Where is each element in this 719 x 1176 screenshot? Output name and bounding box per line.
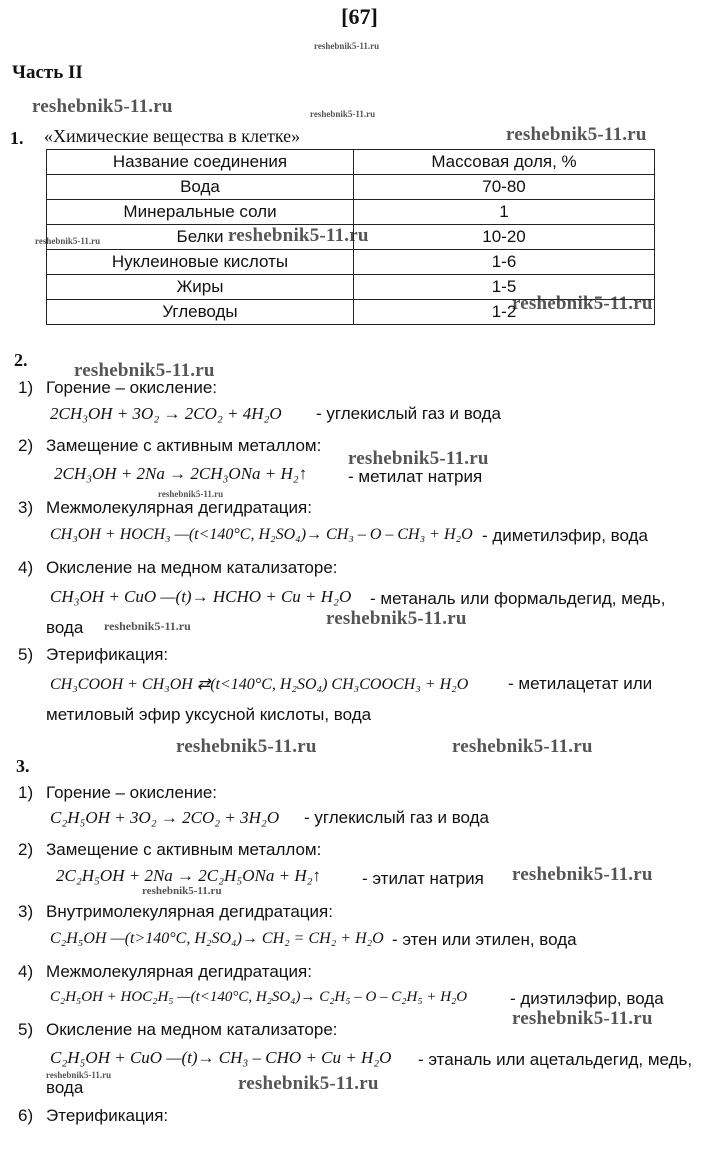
- reaction-products-cont: вода: [46, 1078, 84, 1097]
- compound-name: Углеводы: [47, 300, 354, 325]
- watermark: reshebnik5-11.ru: [228, 225, 369, 246]
- item-number: 5): [18, 1020, 34, 1039]
- table-row: [47, 275, 655, 300]
- reaction-title: Этерификация:: [46, 1106, 169, 1125]
- compound-name: Жиры: [47, 275, 354, 300]
- reaction-equation: CH₃COOH + CH₃OH ⇄(t<140°C, H₂SO₄) CH₃COOCH₃ + H₂O: [50, 676, 469, 693]
- item-number: 2): [18, 840, 34, 859]
- watermark: reshebnik5-11.ru: [46, 1070, 112, 1080]
- reaction-products-cont: метиловый эфир уксусной кислоты, вода: [46, 705, 372, 724]
- reaction-products: - метилат натрия: [348, 467, 483, 486]
- reaction-products-cont: вода: [46, 618, 84, 637]
- section-number: 1.: [10, 128, 24, 148]
- reaction-title: Этерификация:: [46, 645, 169, 664]
- part-title: Часть II: [12, 62, 83, 83]
- table-row: [47, 300, 655, 325]
- reaction-title: Замещение с активным металлом:: [46, 436, 322, 455]
- reaction-products: - углекислый газ и вода: [316, 404, 501, 423]
- watermark: reshebnik5-11.ru: [452, 736, 593, 757]
- table-header-row: [47, 150, 655, 175]
- watermark: reshebnik5-11.ru: [158, 489, 224, 499]
- reaction-equation: 2C₂H₅OH + 2Na → 2C₂H₅ONa + H₂↑: [56, 866, 322, 885]
- reaction-products: - диэтилэфир, вода: [510, 989, 664, 1008]
- watermark: reshebnik5-11.ru: [512, 1008, 653, 1029]
- reaction-title: Замещение с активным металлом:: [46, 840, 322, 859]
- compound-name: Нуклеиновые кислоты: [47, 250, 354, 275]
- reaction-equation: C₂H₅OH + HOC₂H₅ —(t<140°C, H₂SO₄)→ C₂H₅ – O – C₂H₅ + H₂O: [50, 989, 468, 1005]
- item-number: 1): [18, 378, 34, 397]
- watermark: reshebnik5-11.ru: [35, 236, 101, 246]
- item-number: 3): [18, 902, 34, 921]
- item-number: 5): [18, 645, 34, 664]
- item-number: 2): [18, 436, 34, 455]
- watermark: reshebnik5-11.ru: [314, 41, 380, 51]
- reaction-title: Окисление на медном катализаторе:: [46, 1020, 338, 1039]
- column-header: Массовая доля, %: [354, 150, 655, 175]
- compound-name: Минеральные соли: [47, 200, 354, 225]
- mass-fraction: 70-80: [354, 175, 655, 200]
- watermark: reshebnik5-11.ru: [176, 736, 317, 757]
- table-row: [47, 250, 655, 275]
- reaction-title: Межмолекулярная дегидратация:: [46, 962, 312, 981]
- watermark: reshebnik5-11.ru: [326, 608, 467, 629]
- compound-name: Вода: [47, 175, 354, 200]
- reaction-products: - углекислый газ и вода: [304, 808, 489, 827]
- item-number: 4): [18, 962, 34, 981]
- watermark: reshebnik5-11.ru: [310, 109, 376, 119]
- item-number: 1): [18, 783, 34, 802]
- item-number: 3): [18, 498, 34, 517]
- reaction-products: - этаналь или ацетальдегид, медь,: [418, 1050, 693, 1069]
- reaction-title: Внутримолекулярная дегидратация:: [46, 902, 333, 921]
- compound-name: Белки: [47, 225, 354, 250]
- reaction-equation: CH₃OH + CuO —(t)→ HCHO + Cu + H₂O: [50, 587, 352, 606]
- reaction-products: - метаналь или формальдегид, медь,: [370, 589, 666, 608]
- watermark: reshebnik5-11.ru: [512, 864, 653, 885]
- watermark: reshebnik5-11.ru: [32, 96, 173, 117]
- table-row: [47, 225, 655, 250]
- table-row: [47, 200, 655, 225]
- reaction-title: Окисление на медном катализаторе:: [46, 558, 338, 577]
- reaction-title: Межмолекулярная дегидратация:: [46, 498, 312, 517]
- mass-fraction: 1: [354, 200, 655, 225]
- reaction-equation: C₂H₅OH + 3O₂ → 2CO₂ + 3H₂O: [50, 808, 280, 827]
- reaction-equation: 2CH₃OH + 2Na → 2CH₃ONa + H₂↑: [54, 464, 308, 483]
- watermark: reshebnik5-11.ru: [74, 360, 215, 381]
- item-number: 4): [18, 558, 34, 577]
- watermark: reshebnik5-11.ru: [506, 124, 647, 145]
- reaction-products: - диметилэфир, вода: [482, 526, 648, 545]
- reaction-equation: CH₃OH + HOCH₃ —(t<140°C, H₂SO₄)→ CH₃ – O – CH₃ + H₂O: [50, 526, 473, 543]
- section-title: «Химические вещества в клетке»: [44, 126, 301, 146]
- reaction-equation: C₂H₅OH + CuO —(t)→ CH₃ – CHO + Cu + H₂O: [50, 1048, 392, 1067]
- watermark: reshebnik5-11.ru: [238, 1073, 379, 1094]
- mass-fraction: 1-6: [354, 250, 655, 275]
- reaction-title: Горение – окисление:: [46, 783, 217, 802]
- page-number: [67]: [341, 4, 378, 29]
- mass-fraction: 1-5: [354, 275, 655, 300]
- table-row: [47, 175, 655, 200]
- column-header: Название соединения: [47, 150, 354, 175]
- item-number: 6): [18, 1106, 34, 1125]
- section-number: 2.: [14, 350, 28, 370]
- watermark: reshebnik5-11.ru: [104, 619, 191, 633]
- reaction-title: Горение – окисление:: [46, 378, 217, 397]
- watermark: reshebnik5-11.ru: [512, 293, 653, 314]
- mass-fraction: 10-20: [354, 225, 655, 250]
- composition-table: [46, 149, 655, 325]
- reaction-equation: C₂H₅OH —(t>140°C, H₂SO₄)→ CH₂ = CH₂ + H₂O: [50, 930, 384, 947]
- reaction-products: - метилацетат или: [508, 674, 653, 693]
- mass-fraction: 1-2: [354, 300, 655, 325]
- reaction-products: - этилат натрия: [362, 869, 484, 888]
- reaction-products: - этен или этилен, вода: [392, 930, 577, 949]
- section-number: 3.: [16, 756, 30, 776]
- reaction-equation: 2CH₃OH + 3O₂ → 2CO₂ + 4H₂O: [50, 404, 282, 423]
- watermark: reshebnik5-11.ru: [348, 448, 489, 469]
- watermark: reshebnik5-11.ru: [142, 885, 222, 897]
